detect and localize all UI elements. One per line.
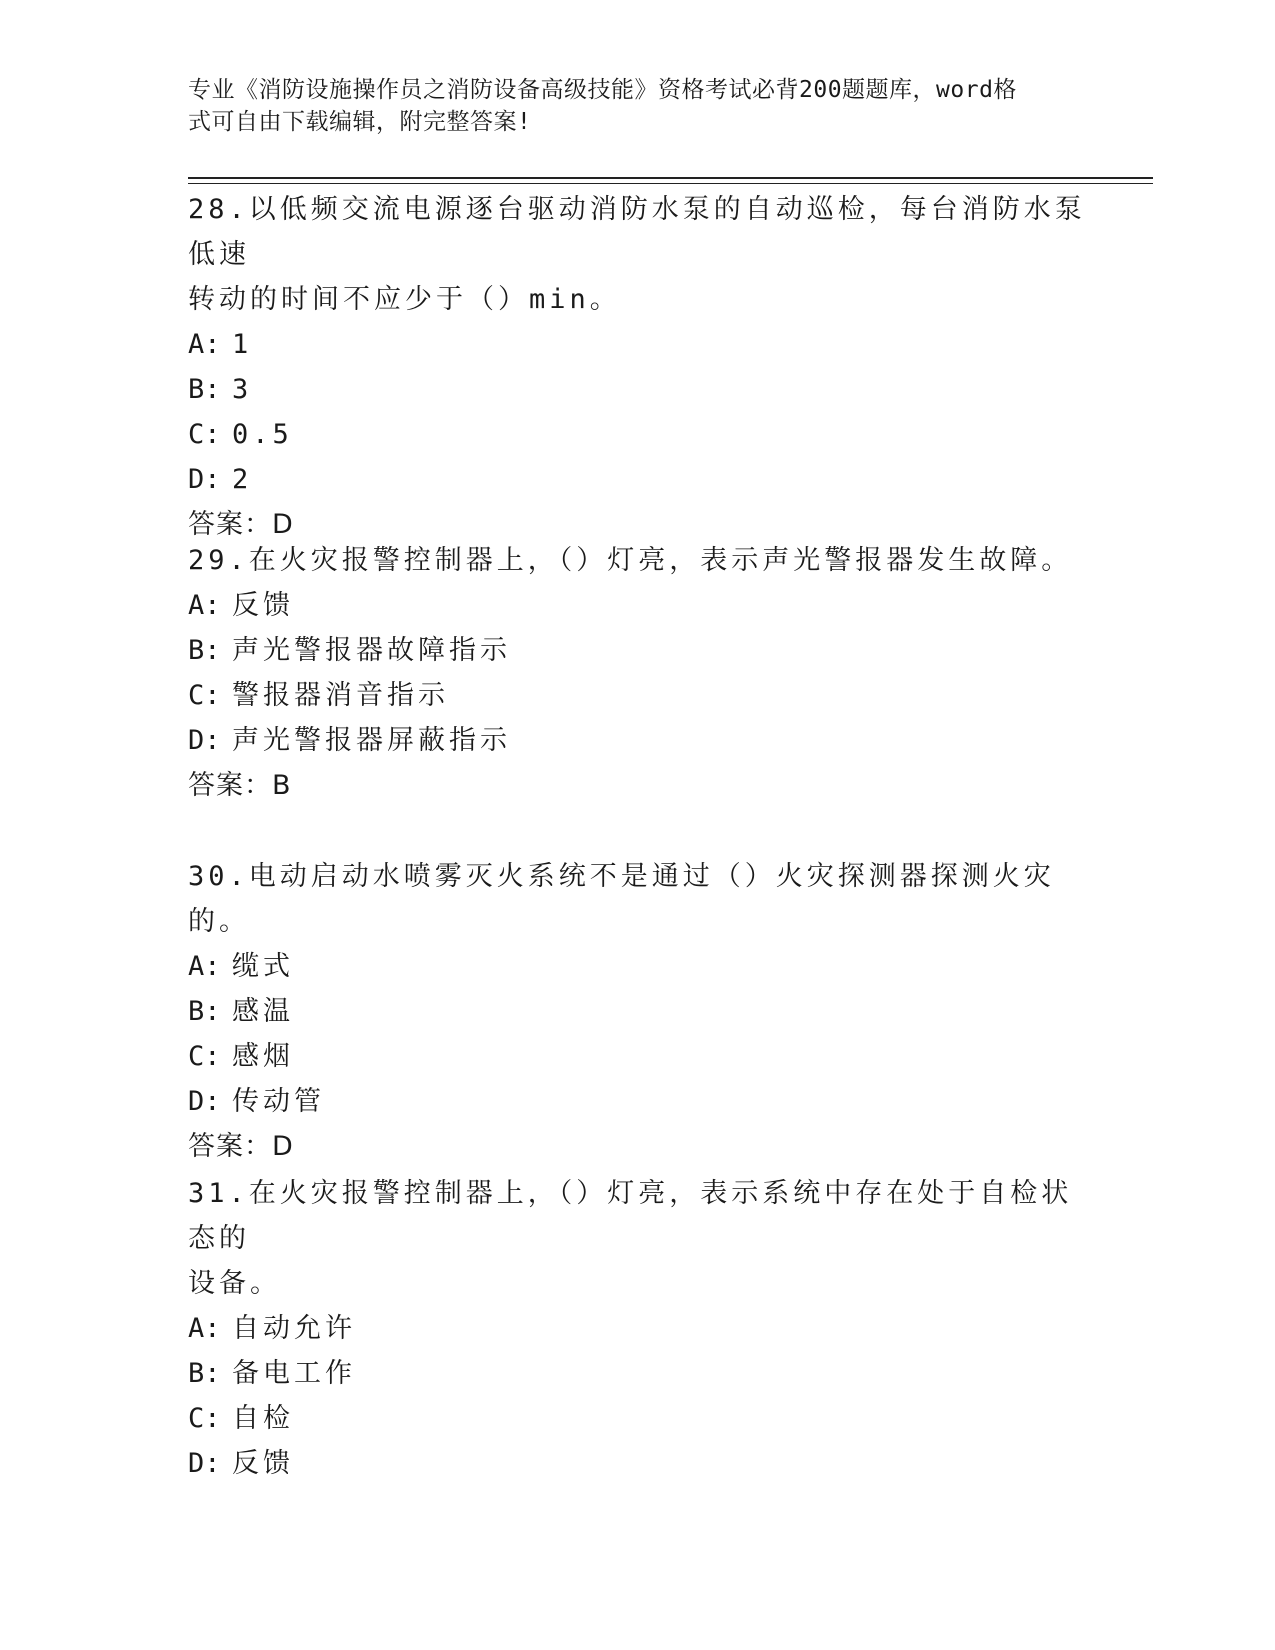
option-text: 反馈 xyxy=(232,590,294,621)
option-b xyxy=(188,367,1088,412)
option-letter: A: xyxy=(188,951,221,982)
option-b xyxy=(188,989,1088,1034)
option-letter: D: xyxy=(188,1448,221,1479)
option-c xyxy=(188,673,1088,718)
option-b xyxy=(188,628,1088,673)
question-29 xyxy=(188,538,1088,808)
option-d xyxy=(188,457,1088,502)
answer: 答案：D xyxy=(188,509,294,540)
option-a xyxy=(188,583,1088,628)
option-letter: B: xyxy=(188,374,221,405)
option-text: 自动允许 xyxy=(232,1313,356,1344)
option-c xyxy=(188,1034,1088,1079)
option-d xyxy=(188,718,1088,763)
option-text: 3 xyxy=(232,374,253,405)
header-divider-thick xyxy=(188,177,1153,179)
option-text: 2 xyxy=(232,464,253,495)
header-divider-thin xyxy=(188,183,1153,184)
option-text: 0.5 xyxy=(232,419,293,450)
option-letter: A: xyxy=(188,329,221,360)
option-text: 声光警报器屏蔽指示 xyxy=(232,725,511,756)
option-letter: D: xyxy=(188,725,221,756)
option-text: 备电工作 xyxy=(232,1358,356,1389)
question-text-line-2: 转动的时间不应少于（）min。 xyxy=(188,284,621,315)
question-30 xyxy=(188,854,1088,1169)
option-a xyxy=(188,1306,1088,1351)
option-letter: C: xyxy=(188,419,221,450)
option-letter: A: xyxy=(188,1313,221,1344)
option-text: 传动管 xyxy=(232,1086,325,1117)
option-a xyxy=(188,322,1088,367)
option-letter: D: xyxy=(188,464,221,495)
question-text-line-1: 30.电动启动水喷雾灭火系统不是通过（）火灾探测器探测火灾的。 xyxy=(188,861,1055,937)
option-text: 感烟 xyxy=(232,1041,294,1072)
option-text: 自检 xyxy=(232,1403,294,1434)
answer: 答案：D xyxy=(188,1131,294,1162)
option-letter: C: xyxy=(188,1403,221,1434)
question-text-line-1: 31.在火灾报警控制器上，（）灯亮，表示系统中存在处于自检状态的 xyxy=(188,1178,1073,1254)
option-d xyxy=(188,1079,1088,1124)
question-text-line-1: 28.以低频交流电源逐台驱动消防水泵的自动巡检，每台消防水泵低速 xyxy=(188,194,1086,270)
question-28 xyxy=(188,187,1088,547)
option-b xyxy=(188,1351,1088,1396)
option-c xyxy=(188,1396,1088,1441)
question-text-line-1: 29.在火灾报警控制器上，（）灯亮，表示声光警报器发生故障。 xyxy=(188,545,1073,576)
option-letter: C: xyxy=(188,680,221,711)
document-header xyxy=(188,74,1088,138)
option-text: 反馈 xyxy=(232,1448,294,1479)
header-line-1: 专业《消防设施操作员之消防设备高级技能》资格考试必背200题题库，word格 xyxy=(188,77,1017,103)
option-text: 警报器消音指示 xyxy=(232,680,449,711)
option-c xyxy=(188,412,1088,457)
option-letter: A: xyxy=(188,590,221,621)
option-text: 声光警报器故障指示 xyxy=(232,635,511,666)
question-text-line-2: 设备。 xyxy=(188,1268,281,1299)
header-line-2: 式可自由下载编辑，附完整答案! xyxy=(188,109,532,135)
option-text: 1 xyxy=(232,329,253,360)
option-letter: D: xyxy=(188,1086,221,1117)
option-a xyxy=(188,944,1088,989)
option-d xyxy=(188,1441,1088,1486)
option-letter: B: xyxy=(188,1358,221,1389)
option-letter: C: xyxy=(188,1041,221,1072)
answer: 答案：B xyxy=(188,770,292,801)
option-letter: B: xyxy=(188,996,221,1027)
option-text: 感温 xyxy=(232,996,294,1027)
option-text: 缆式 xyxy=(232,951,294,982)
option-letter: B: xyxy=(188,635,221,666)
question-31 xyxy=(188,1171,1088,1486)
